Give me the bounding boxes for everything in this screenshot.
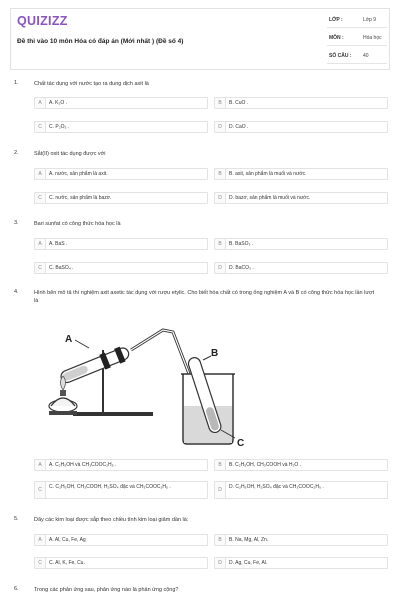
option-3b[interactable]: [214, 238, 388, 250]
option-text: D. CaO .: [229, 124, 249, 130]
question-text: Trong các phản ứng sau, phản ứng nào là phản ứng cộng?: [34, 587, 179, 593]
meta-row-subject: [327, 31, 387, 46]
option-1a[interactable]: [34, 97, 208, 109]
label-a: A: [65, 334, 73, 345]
option-letter: C: [35, 263, 46, 273]
option-text: B. axit, sản phẩm là muối và nước.: [229, 171, 307, 177]
option-text: B. Na, Mg, Al, Zn.: [229, 537, 269, 543]
question-number: 3.: [14, 220, 19, 226]
meta-row-grade: [327, 13, 387, 28]
option-letter: A: [35, 460, 46, 470]
option-5d[interactable]: [214, 557, 388, 569]
option-text: C. nước, sản phẩm là bazơ.: [49, 195, 112, 201]
meta-label: LỚP :: [329, 17, 343, 23]
option-1b[interactable]: [214, 97, 388, 109]
question-number: 2.: [14, 150, 19, 156]
meta-label: MÔN :: [329, 35, 344, 41]
option-letter: D: [215, 122, 226, 132]
option-letter: A: [35, 239, 46, 249]
option-letter: D: [215, 558, 226, 568]
option-3a[interactable]: [34, 238, 208, 250]
option-5b[interactable]: [214, 534, 388, 546]
option-2d[interactable]: [214, 192, 388, 204]
esterification-apparatus-illustration: [33, 316, 250, 452]
question-text: Sắt(II) oxit tác dụng được với: [34, 151, 106, 157]
meta-label: SỐ CÂU :: [329, 53, 352, 59]
option-2b[interactable]: [214, 168, 388, 180]
option-text: D. Ag, Cu, Fe, Al.: [229, 560, 268, 566]
option-letter: D: [215, 193, 226, 203]
option-letter: D: [215, 263, 226, 273]
option-text: A. Al, Cu, Fe, Ag: [49, 537, 86, 543]
option-letter: C: [35, 193, 46, 203]
option-text: B. CuO .: [229, 100, 249, 106]
meta-value: Lớp 9: [363, 17, 377, 23]
worksheet-header: [10, 8, 390, 70]
option-3c[interactable]: [34, 262, 208, 274]
question-number: 6.: [14, 586, 19, 592]
option-letter: C: [35, 558, 46, 568]
option-text: C. Al, K, Fe, Cu.: [49, 560, 85, 566]
question-text: Chất tác dụng với nước tạo ra dung dịch axit là: [34, 81, 149, 87]
option-text: A. BaS .: [49, 241, 68, 247]
test-tube-a: [58, 344, 131, 386]
option-5c[interactable]: [34, 557, 208, 569]
option-text: A. nước, sản phẩm là axit.: [49, 171, 108, 177]
option-letter: A: [35, 535, 46, 545]
option-4c[interactable]: [34, 481, 208, 499]
option-letter: D: [215, 482, 226, 498]
question-number: 4.: [14, 289, 19, 295]
option-letter: B: [215, 98, 226, 108]
option-text: D. bazơ, sản phẩm là muối và nước.: [229, 195, 311, 201]
option-2a[interactable]: [34, 168, 208, 180]
option-1c[interactable]: [34, 121, 208, 133]
option-4a[interactable]: [34, 459, 208, 471]
option-text: A. C₂H₅OH và CH₃COOC₂H₅ .: [49, 462, 117, 468]
option-letter: C: [35, 122, 46, 132]
option-text: B. C₂H₅OH, CH₃COOH và H₂O .: [229, 462, 302, 468]
experiment-figure: [33, 316, 250, 452]
option-text: B. BaSO₃ .: [229, 241, 254, 247]
option-text: C. BaSO₄ .: [49, 265, 74, 271]
meta-row-count: [327, 49, 387, 64]
option-letter: B: [215, 460, 226, 470]
option-letter: C: [35, 482, 46, 498]
label-c: C: [237, 438, 245, 449]
option-2c[interactable]: [34, 192, 208, 204]
option-letter: B: [215, 535, 226, 545]
option-text: A. K₂O .: [49, 100, 68, 106]
question-text: Hình bên mô tả thí nghiệm axit axetic tác dụng với rượu etylic. Cho biết hóa chất có trong ống nghiệm A và B có công thức hóa học lần lượt là: [34, 290, 375, 304]
option-text: C. P₂O₅ .: [49, 124, 70, 130]
pointer-a: [75, 340, 89, 348]
option-text: D. BaCO₃ .: [229, 265, 254, 271]
meta-table: [327, 13, 391, 69]
option-letter: A: [35, 169, 46, 179]
option-5a[interactable]: [34, 534, 208, 546]
option-text: D. C₂H₅OH, H₂SO₄ đặc và CH₃COOC₂H₅ .: [229, 484, 324, 490]
meta-value: Hóa học: [363, 35, 382, 41]
spirit-lamp: [49, 376, 77, 415]
option-letter: B: [215, 169, 226, 179]
option-3d[interactable]: [214, 262, 388, 274]
option-4d[interactable]: [214, 481, 388, 499]
page-title: Đề thi vào 10 môn Hóa có đáp án (Mới nhất ) (Đề số 4): [17, 38, 184, 45]
question-text: Dãy các kim loại được sắp theo chiều tính kim loại giảm dần là:: [34, 517, 189, 523]
option-4b[interactable]: [214, 459, 388, 471]
label-b: B: [211, 348, 219, 359]
question-text: Bari sunfat có công thức hóa học là: [34, 221, 121, 227]
option-1d[interactable]: [214, 121, 388, 133]
question-number: 5.: [14, 516, 19, 522]
stand-base: [73, 412, 153, 416]
quizizz-logo[interactable]: QUIZIZZ: [17, 14, 68, 28]
option-letter: B: [215, 239, 226, 249]
meta-value: 40: [363, 53, 369, 59]
pointer-b: [203, 356, 211, 360]
question-number: 1.: [14, 80, 19, 86]
option-text: C. C₂H₅OH, CH₃COOH, H₂SO₄ đặc và CH₃COOC₂H₅ .: [49, 484, 171, 490]
option-letter: A: [35, 98, 46, 108]
